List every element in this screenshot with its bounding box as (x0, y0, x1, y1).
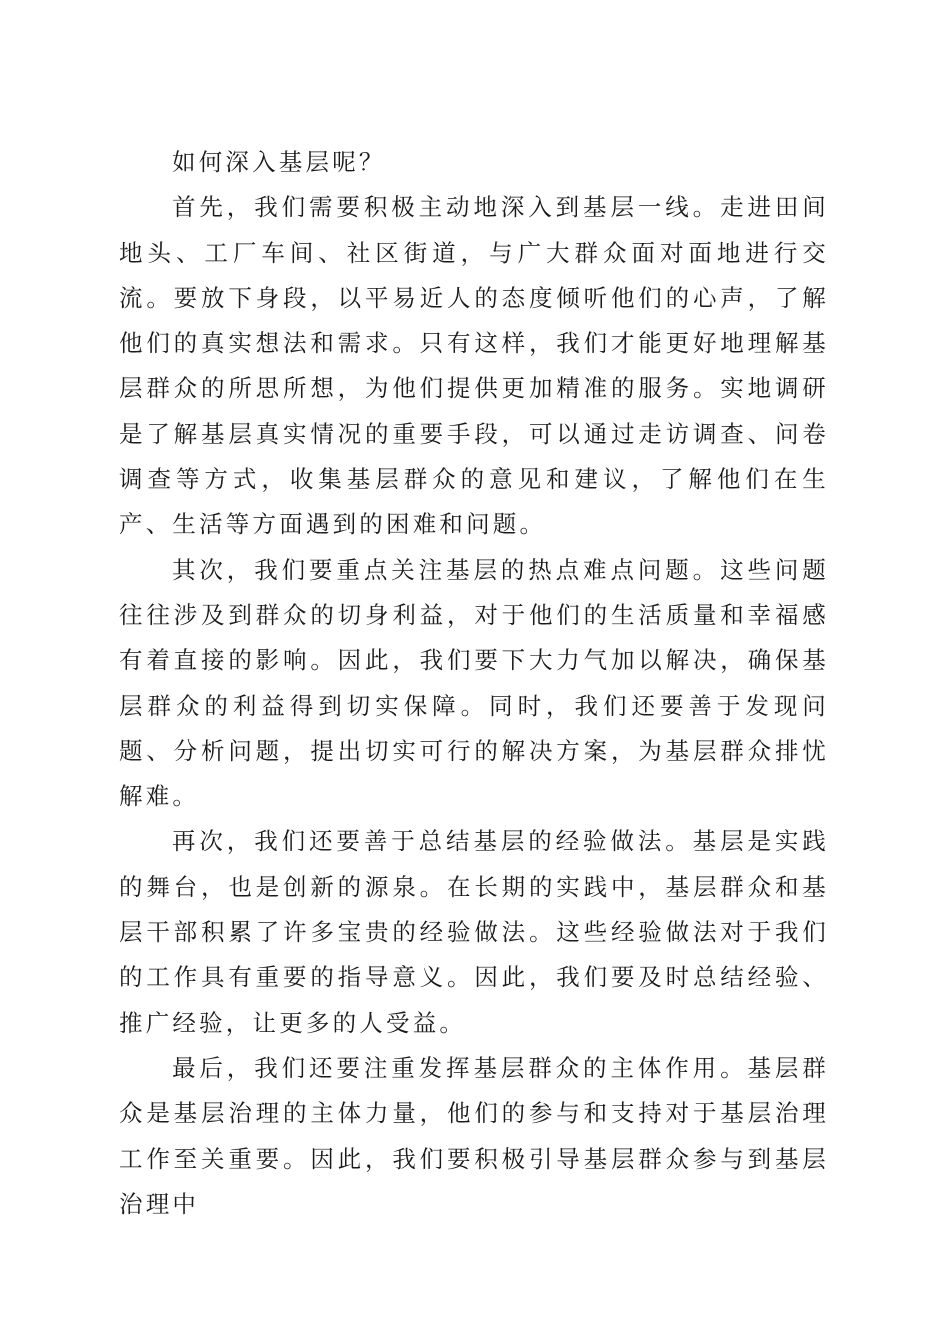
paragraph-question: 如何深入基层呢？ (172, 148, 386, 176)
paragraph-last: 最后，我们还要注重发挥基层群众的主体作用。基层群众是基层治理的主体力量，他们的参与和支持对于基层治理工作至关重要。因此，我们要积极引导基层群众参与到基层治理中 (119, 1053, 829, 1218)
paragraph-third: 再次，我们还要善于总结基层的经验做法。基层是实践的舞台，也是创新的源泉。在长期的实践中，基层群众和基层干部积累了许多宝贵的经验做法。这些经验做法对于我们的工作具有重要的指导意义。因此，我们要及时总结经验、推广经验，让更多的人受益。 (119, 827, 829, 1037)
paragraph-second: 其次，我们要重点关注基层的热点难点问题。这些问题往往涉及到群众的切身利益，对于他们的生活质量和幸福感有着直接的影响。因此，我们要下大力气加以解决，确保基层群众的利益得到切实保障。同时，我们还要善于发现问题、分析问题，提出切实可行的解决方案，为基层群众排忧解难。 (119, 555, 829, 811)
body-text (119, 140, 829, 1227)
paragraph-first: 首先，我们需要积极主动地深入到基层一线。走进田间地头、工厂车间、社区街道，与广大群众面对面地进行交流。要放下身段，以平易近人的态度倾听他们的心声，了解他们的真实想法和需求。只有这样，我们才能更好地理解基层群众的所思所想，为他们提供更加精准的服务。实地调研是了解基层真实情况的重要手段，可以通过走访调查、问卷调查等方式，收集基层群众的意见和建议，了解他们在生产、生活等方面遇到的困难和问题。 (119, 193, 829, 539)
